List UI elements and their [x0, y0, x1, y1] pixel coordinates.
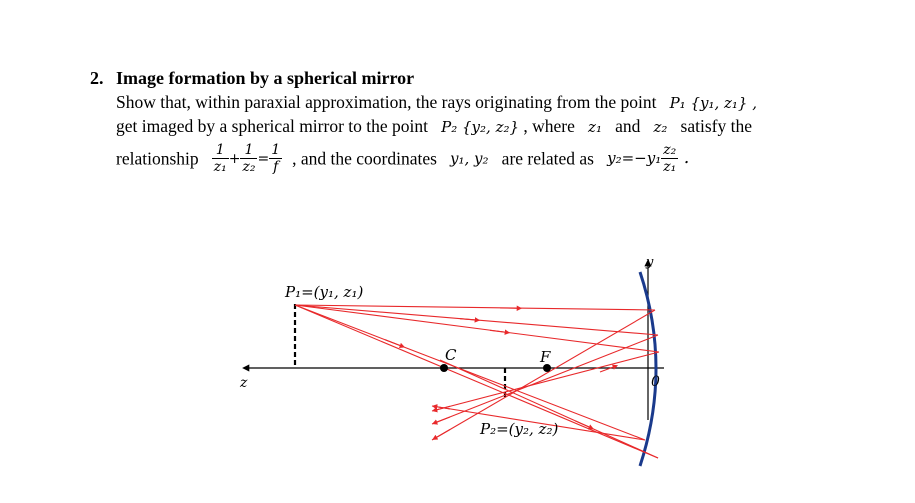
problem-title: Image formation by a spherical mirror	[116, 68, 415, 88]
origin-label: 0	[651, 374, 660, 390]
z-axis-label: z	[240, 375, 248, 391]
reflected-ray	[440, 360, 658, 458]
coords-vars: y₁, y₂	[450, 149, 489, 168]
p2-label: P₂=(y₂, z₂)	[480, 420, 559, 438]
z2-var: z₂	[653, 118, 668, 136]
reflected-arrow	[434, 430, 450, 439]
problem-number: 2.	[90, 68, 104, 88]
line2-text: get imaged by a spherical mirror to the point	[116, 116, 428, 136]
incident-ray	[295, 305, 645, 440]
coords-text: , and the coordinates	[292, 148, 437, 169]
frac-1-z2: $\frac{1}{\text{z₂}}$	[242, 142, 256, 175]
y-axis-label: y	[646, 255, 654, 270]
incident-rays	[295, 305, 659, 440]
and-text: and	[615, 116, 641, 136]
p1-label: P₁=(y₁, z₁)	[285, 283, 364, 301]
incident-arrow	[460, 319, 478, 321]
p2-expression: P₂ {y₂, z₂}	[441, 118, 520, 136]
line1-text: Show that, within paraxial approximation, the rays originating from the point	[116, 92, 657, 112]
incident-arrow	[490, 330, 508, 332]
reflected-arrow	[434, 417, 450, 423]
p1-expression: P₁ {y₁, z₁} ,	[669, 94, 758, 112]
frac-1-f: $\frac{1}{f}$	[271, 142, 281, 175]
incident-arrow	[385, 340, 403, 347]
frac-z2-z1: $\frac{\text{z₂}}{\text{z₁}}$	[663, 142, 677, 175]
satisfy-text: satisfy the	[680, 116, 752, 136]
z1-var: z₁	[588, 118, 602, 136]
where-text: , where	[523, 116, 575, 136]
center-point	[440, 364, 448, 372]
lens-equation: $\frac{1}{\text{z₁}}$ + $\frac{1}{\text{z₂}}$ = $\frac{1}{f}$	[213, 142, 281, 175]
frac-1-z1: $\frac{1}{\text{z₁}}$	[213, 142, 227, 175]
c-label: C	[445, 346, 457, 364]
magnification-equation: y₂=−y₁ $\frac{\text{z₂}}{\text{z₁}}$ .	[607, 142, 690, 175]
relationship-text: relationship	[116, 148, 199, 169]
f-label: F	[540, 348, 551, 366]
related-text: are related as	[501, 148, 594, 169]
